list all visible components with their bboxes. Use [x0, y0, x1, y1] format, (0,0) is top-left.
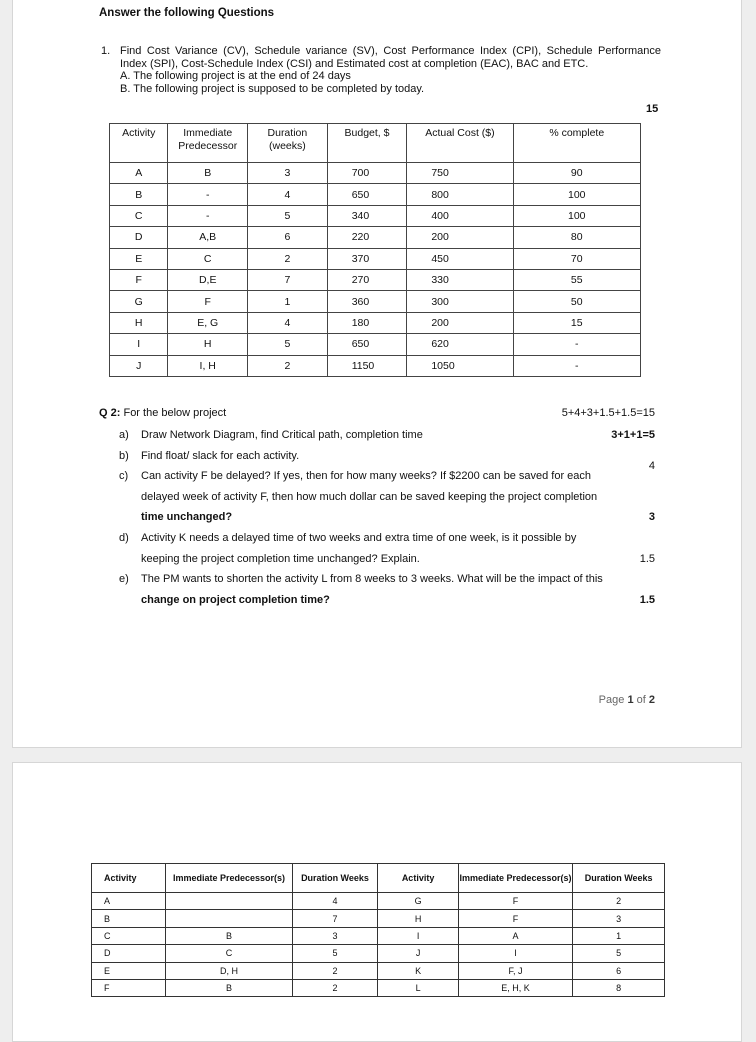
- table-cell: I: [378, 927, 458, 944]
- table-cell: 15: [513, 312, 640, 333]
- table-cell: -: [513, 355, 640, 376]
- table-cell: L: [378, 979, 458, 996]
- table-cell: 200: [407, 227, 513, 248]
- table-cell: 6: [573, 962, 665, 979]
- table-cell: B: [166, 979, 292, 996]
- table-cell: J: [378, 945, 458, 962]
- table-cell: 5: [248, 205, 328, 226]
- question-1-sub-a: A. The following project is at the end of 24 days: [120, 70, 351, 82]
- table-cell: D, H: [166, 962, 292, 979]
- table-cell: 1150: [327, 355, 407, 376]
- table-row: [110, 227, 641, 248]
- table-cell: B: [110, 184, 168, 205]
- table-cell: 2: [292, 979, 378, 996]
- question-2-item-marks: 4: [648, 459, 655, 472]
- question-1-text: Find Cost Variance (CV), Schedule variance (SV), Cost Performance Index (CPI), Schedule Performance Index (SPI), Cost-Schedule Index (CSI) and Estimated cost at completion (EAC), BAC and ETC.: [120, 45, 661, 70]
- table-cell: 5: [573, 945, 665, 962]
- table-cell: E, G: [168, 312, 248, 333]
- table-cell: 7: [292, 910, 378, 927]
- question-2-item-marks: 1.5: [639, 593, 655, 606]
- page-number: Page 1 of 2: [598, 694, 655, 706]
- table-row: [110, 291, 641, 312]
- table-cell: B: [166, 927, 292, 944]
- table-cell: J: [110, 355, 168, 376]
- table-cell: 200: [407, 312, 513, 333]
- table-cell: 80: [513, 227, 640, 248]
- table-cell: 6: [248, 227, 328, 248]
- question-2-item-marks: 1.5: [639, 552, 655, 565]
- table-cell: -: [168, 205, 248, 226]
- table-cell: 300: [407, 291, 513, 312]
- question-1-sub-b: B. The following project is supposed to be completed by today.: [120, 82, 425, 95]
- table-cell: 800: [407, 184, 513, 205]
- question-2-item-label: d): [119, 532, 129, 544]
- table-row: [92, 910, 665, 927]
- table-header-row: [110, 124, 641, 163]
- table-cell: 2: [573, 893, 665, 910]
- table-cell: A: [110, 163, 168, 184]
- header-actual-cost: Actual Cost ($): [407, 124, 513, 163]
- question-2-item-text: Draw Network Diagram, find Critical path, completion time: [141, 429, 423, 441]
- question-2-item-text: Can activity F be delayed? If yes, then for how many weeks? If $2200 can be saved for each: [141, 470, 592, 483]
- table-cell: 450: [407, 248, 513, 269]
- question-2-item-label: b): [119, 449, 129, 462]
- table-cell: 3: [248, 163, 328, 184]
- table-row: [92, 945, 665, 962]
- table-cell: E, H, K: [458, 979, 573, 996]
- table-row: [110, 312, 641, 333]
- question-2-label: Q 2:: [99, 407, 121, 419]
- table-row: [92, 979, 665, 996]
- table-cell: 370: [327, 248, 407, 269]
- table-cell: I, H: [168, 355, 248, 376]
- table-cell: E: [92, 962, 166, 979]
- table-cell: C: [92, 927, 166, 944]
- table-cell: 3: [292, 927, 378, 944]
- question-2-item-text: change on project completion time?: [141, 593, 330, 606]
- question-2-item-text: time unchanged?: [141, 511, 233, 524]
- table-cell: 2: [292, 962, 378, 979]
- table-cell: 3: [573, 910, 665, 927]
- question-2-text: For the below project: [123, 407, 227, 419]
- table-cell: 750: [407, 163, 513, 184]
- table-cell: B: [168, 163, 248, 184]
- table-cell: D,E: [168, 269, 248, 290]
- header-activity-left: Activity: [92, 864, 166, 893]
- document-page-2: [12, 762, 742, 1042]
- table-header-row: [92, 864, 665, 893]
- table-cell: C: [168, 248, 248, 269]
- table-row: [92, 962, 665, 979]
- question-2-item-text: Find float/ slack for each activity.: [141, 449, 300, 462]
- header-duration-right: Duration Weeks: [573, 864, 665, 893]
- table-row: [110, 334, 641, 355]
- table-cell: 100: [513, 184, 640, 205]
- question-2-item-marks: 3: [648, 511, 655, 524]
- table-cell: 180: [327, 312, 407, 333]
- table-cell: E: [110, 248, 168, 269]
- table-cell: 2: [248, 355, 328, 376]
- table-cell: B: [92, 910, 166, 927]
- table-row: [110, 184, 641, 205]
- table-cell: A,B: [168, 227, 248, 248]
- table-cell: 70: [513, 248, 640, 269]
- question-2-item-text: delayed week of activity F, then how much dollar can be saved keeping the project completion: [141, 490, 598, 503]
- table-row: [92, 927, 665, 944]
- table-cell: H: [168, 334, 248, 355]
- page-heading: Answer the following Questions: [99, 7, 275, 19]
- table-cell: F, J: [458, 962, 573, 979]
- table-row: [110, 205, 641, 226]
- table-cell: 650: [327, 184, 407, 205]
- question-2-item-label: e): [119, 573, 129, 586]
- table-cell: C: [166, 945, 292, 962]
- table-cell: [166, 910, 292, 927]
- table-cell: A: [458, 927, 573, 944]
- question-1: [101, 45, 661, 95]
- table-cell: F: [168, 291, 248, 312]
- table-cell: I: [110, 334, 168, 355]
- table-cell: H: [110, 312, 168, 333]
- table-cell: 50: [513, 291, 640, 312]
- table-cell: 330: [407, 269, 513, 290]
- table-cell: G: [110, 291, 168, 312]
- table-cell: 5: [292, 945, 378, 962]
- table-cell: 8: [573, 979, 665, 996]
- table-cell: -: [168, 184, 248, 205]
- table-cell: F: [458, 910, 573, 927]
- table-cell: C: [110, 205, 168, 226]
- table-cell: 220: [327, 227, 407, 248]
- table-cell: 2: [248, 248, 328, 269]
- table-cell: G: [378, 893, 458, 910]
- question-2-item-label: a): [119, 429, 129, 441]
- project-table-2: [91, 863, 665, 997]
- header-budget: Budget, $: [327, 124, 407, 163]
- table-cell: F: [110, 269, 168, 290]
- table-cell: 4: [248, 312, 328, 333]
- question-1-number: 1.: [101, 45, 111, 57]
- table-row: [110, 248, 641, 269]
- question-2-item-text: Activity K needs a delayed time of two weeks and extra time of one week, is it possible by: [141, 532, 577, 544]
- question-2-total-marks: 5+4+3+1.5+1.5=15: [561, 407, 655, 419]
- table-cell: [166, 893, 292, 910]
- table-cell: 90: [513, 163, 640, 184]
- question-2-item-label: c): [119, 470, 129, 483]
- header-activity: Activity: [110, 124, 168, 163]
- question-2-item-text: keeping the project completion time unchanged? Explain.: [141, 552, 420, 565]
- header-duration-left: Duration Weeks: [292, 864, 378, 893]
- table-cell: 5: [248, 334, 328, 355]
- table-cell: D: [92, 945, 166, 962]
- table-row: [110, 355, 641, 376]
- table-cell: -: [513, 334, 640, 355]
- table-cell: 1: [248, 291, 328, 312]
- table-cell: F: [92, 979, 166, 996]
- table-cell: H: [378, 910, 458, 927]
- table-cell: 4: [292, 893, 378, 910]
- table-cell: I: [458, 945, 573, 962]
- question-1-marks: 15: [646, 103, 659, 115]
- table-cell: 650: [327, 334, 407, 355]
- table-cell: 55: [513, 269, 640, 290]
- table-cell: A: [92, 893, 166, 910]
- project-table-1: [109, 123, 641, 377]
- header-duration: Duration (weeks): [248, 124, 328, 163]
- document-page-1: [12, 0, 742, 748]
- table-cell: 4: [248, 184, 328, 205]
- table-row: [92, 893, 665, 910]
- header-predecessor-left: Immediate Predecessor(s): [166, 864, 292, 893]
- table-cell: 7: [248, 269, 328, 290]
- question-2-title: [99, 407, 226, 419]
- header-percent-complete: % complete: [513, 124, 640, 163]
- header-activity-right: Activity: [378, 864, 458, 893]
- header-immediate-predecessor: Immediate Predecessor: [168, 124, 248, 163]
- table-cell: 1050: [407, 355, 513, 376]
- table-cell: 1: [573, 927, 665, 944]
- table-cell: F: [458, 893, 573, 910]
- question-2-item-text: The PM wants to shorten the activity L from 8 weeks to 3 weeks. What will be the impact of this: [141, 573, 603, 586]
- table-cell: 270: [327, 269, 407, 290]
- table-cell: 400: [407, 205, 513, 226]
- table-cell: 360: [327, 291, 407, 312]
- table-cell: 700: [327, 163, 407, 184]
- table-cell: 340: [327, 205, 407, 226]
- table-cell: 100: [513, 205, 640, 226]
- header-predecessor-right: Immediate Predecessor(s): [458, 864, 573, 893]
- question-2-item-marks: 3+1+1=5: [611, 429, 655, 441]
- table-cell: D: [110, 227, 168, 248]
- table-cell: K: [378, 962, 458, 979]
- table-row: [110, 269, 641, 290]
- table-cell: 620: [407, 334, 513, 355]
- table-row: [110, 163, 641, 184]
